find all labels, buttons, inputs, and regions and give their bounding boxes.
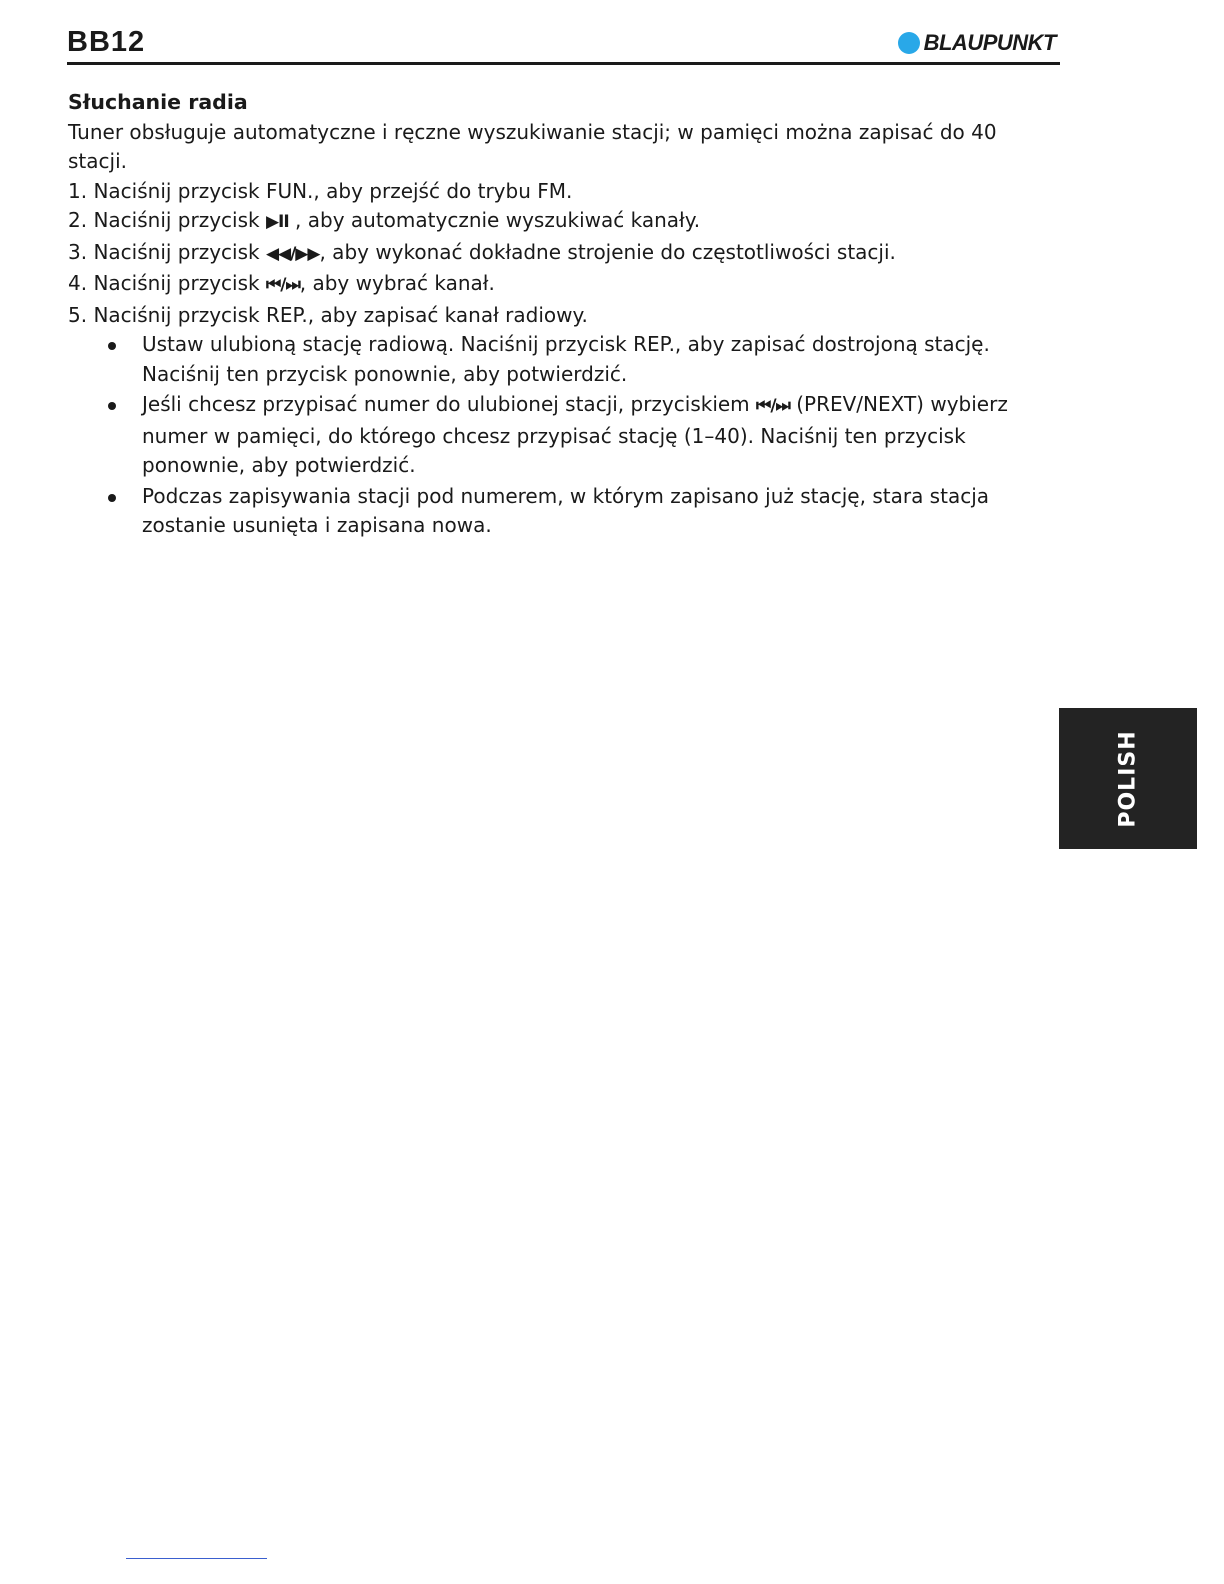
step-text: Naciśnij przycisk FUN., aby przejść do trybu FM. (93, 178, 573, 203)
bullets-list (68, 330, 1058, 541)
step-text: Naciśnij przycisk REP., aby zapisać kanał radiowy. (93, 302, 588, 327)
step-text: Naciśnij przycisk (93, 239, 266, 264)
step-number: 3. (68, 239, 88, 264)
bullet-text: Podczas zapisywania stacji pod numerem, w którym zapisano już stację, stara stacja zostanie usunięta i zapisana nowa. (142, 483, 990, 537)
step-item (68, 206, 1058, 238)
language-label: POLISH (1115, 729, 1141, 828)
step-text: Naciśnij przycisk (93, 208, 266, 232)
brand-logo (898, 30, 1056, 56)
steps-list (68, 177, 1058, 331)
rewind-forward-icon: ◀◀/▶▶ (265, 243, 320, 264)
play-pause-icon: ▶II (265, 212, 289, 232)
section-title: Słuchanie radia (68, 90, 248, 114)
section-intro: Tuner obsługuje automatyczne i ręczne wyszukiwanie stacji; w pamięci można zapisać do 40 stacji. (68, 119, 997, 173)
step-text-after: , aby wybrać kanał. (299, 271, 495, 295)
brand-name: BLAUPUNKT (923, 30, 1056, 55)
bullet-item (142, 330, 1058, 389)
page-header (67, 24, 1060, 65)
prev-next-icon: ⏮/⏭ (265, 275, 300, 295)
prev-next-icon: ⏮/⏭ (756, 396, 790, 416)
bullet-text: Jeśli chcesz przypisać numer do ulubionej stacji, przyciskiem (142, 392, 757, 416)
bullet-icon (108, 402, 116, 410)
step-item (68, 301, 1058, 331)
bullet-text: Ustaw ulubioną stację radiową. Naciśnij przycisk REP., aby zapisać dostrojoną stację. Naciśnij ten przycisk ponownie, aby potwierdzić. (142, 332, 990, 386)
document-body (68, 88, 1058, 542)
step-item (68, 238, 1058, 270)
step-number: 4. (68, 271, 88, 295)
step-number: 2. (68, 208, 88, 232)
step-item (68, 177, 1058, 207)
bullet-text-after: (PREV/NEXT) wybierz numer w pamięci, do którego chcesz przypisać stację (1–40). Naciśnij ten przycisk ponownie, aby potwierdzić. (142, 392, 1008, 477)
language-tab (1059, 708, 1197, 849)
model-name: BB12 (67, 26, 146, 58)
step-text-after: , aby automatycznie wyszukiwać kanały. (288, 208, 701, 232)
footer-divider (126, 1558, 267, 1559)
bullet-item (142, 390, 1058, 481)
step-text: Naciśnij przycisk (93, 271, 266, 295)
step-number: 5. (68, 302, 88, 327)
step-item (68, 269, 1058, 301)
brand-dot-icon (898, 32, 920, 54)
bullet-icon (108, 342, 116, 350)
bullet-icon (108, 494, 116, 502)
step-number: 1. (68, 178, 88, 203)
bullet-item (142, 482, 1058, 541)
step-text-after: , aby wykonać dokładne strojenie do częstotliwości stacji. (319, 239, 896, 264)
